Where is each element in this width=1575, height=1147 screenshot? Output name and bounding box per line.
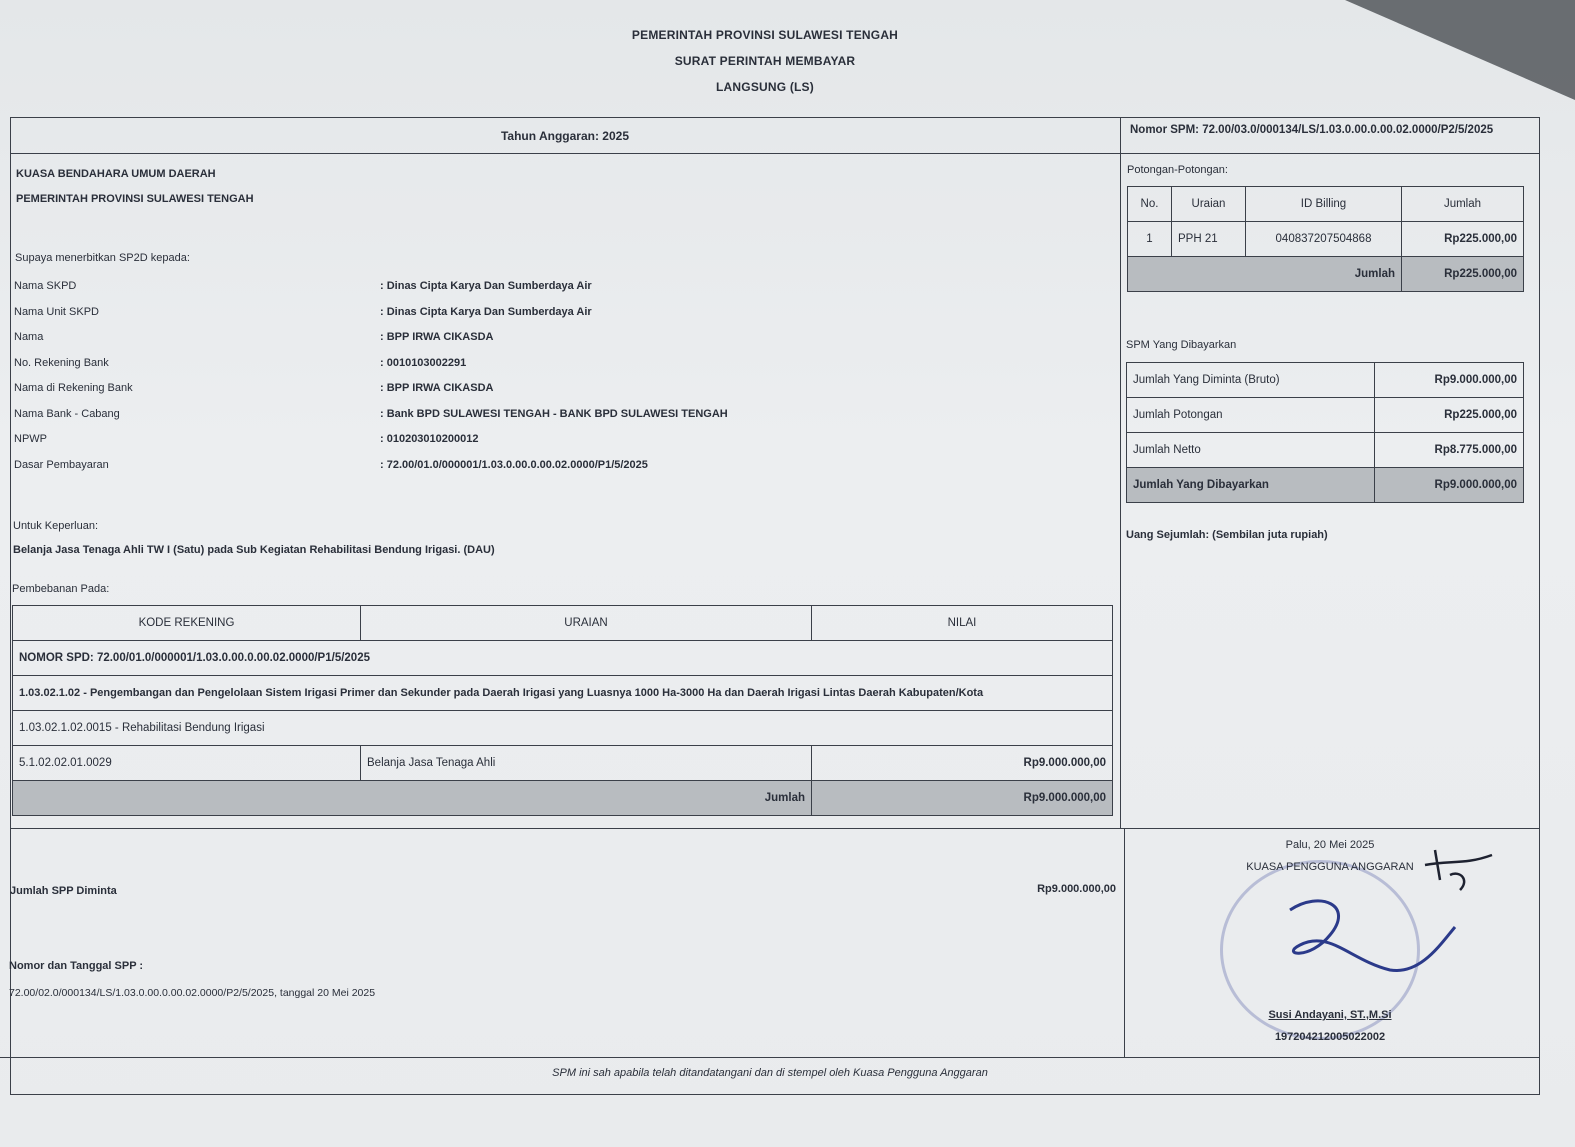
signature-role: KUASA PENGGUNA ANGGARAN (1246, 861, 1414, 873)
table-header-row (13, 606, 1113, 641)
dibayarkan-label: Jumlah Yang Dibayarkan (1127, 468, 1375, 503)
table-total-row (1127, 468, 1524, 503)
recipient-line-1: KUASA BENDAHARA UMUM DAERAH (16, 168, 216, 180)
field-label: Nama di Rekening Bank (14, 382, 133, 394)
potongan-no: 1 (1128, 222, 1172, 257)
signature-place-date: Palu, 20 Mei 2025 (1285, 839, 1375, 851)
pembebanan-table (12, 605, 1113, 816)
field-label: Dasar Pembayaran (14, 459, 109, 471)
netto-value: Rp8.775.000,00 (1375, 433, 1524, 468)
nomor-spp-value: 72.00/02.0/000134/LS/1.03.0.00.0.00.02.0000/P2/5/2025, tanggal 20 Mei 2025 (9, 987, 376, 999)
field-value: : Dinas Cipta Karya Dan Sumberdaya Air (380, 280, 592, 292)
dibayarkan-value: Rp9.000.000,00 (1375, 468, 1524, 503)
col-jumlah: Jumlah (1402, 187, 1524, 222)
table-total-row (13, 781, 1113, 816)
signature-nip: 197204212005022002 (1274, 1031, 1386, 1043)
program-row: 1.03.02.1.02 - Pengembangan dan Pengelolaan Sistem Irigasi Primer dan Sekunder pada Daerah Irigasi yang Luasnya 1000 Ha-3000 Ha dan Daerah Irigasi Lintas Daerah Kabupaten/Kota (13, 676, 1113, 711)
signature-name: Susi Andayani, ST.,M.Si (1268, 1009, 1392, 1021)
field-value: : 72.00/01.0/000001/1.03.0.00.0.00.02.0000/P1/5/2025 (380, 459, 648, 471)
col-no: No. (1128, 187, 1172, 222)
field-value: : 010203010200012 (380, 433, 479, 445)
footer-note: SPM ini sah apabila telah ditandatangani dan di stempel oleh Kuasa Pengguna Anggaran (552, 1067, 988, 1079)
pembebanan-label: Pembebanan Pada: (12, 583, 110, 595)
recipient-line-2: PEMERINTAH PROVINSI SULAWESI TENGAH (16, 193, 254, 205)
table-row (1128, 222, 1524, 257)
spm-dibayarkan-table (1126, 362, 1524, 503)
col-id-billing: ID Billing (1246, 187, 1402, 222)
terbilang: Uang Sejumlah: (Sembilan juta rupiah) (1126, 529, 1328, 541)
field-label: NPWP (14, 433, 47, 445)
spd-row: NOMOR SPD: 72.00/01.0/000001/1.03.0.00.0.00.02.0000/P1/5/2025 (13, 641, 1113, 676)
untuk-keperluan-value: Belanja Jasa Tenaga Ahli TW I (Satu) pada Sub Kegiatan Rehabilitasi Bendung Irigasi. (DAU) (13, 544, 495, 556)
spm-dibayarkan-title: SPM Yang Dibayarkan (1126, 339, 1237, 351)
potongan-title: Potongan-Potongan: (1127, 164, 1228, 176)
nomor-spm: Nomor SPM: 72.00/03.0/000134/LS/1.03.0.00.0.00.02.0000/P2/5/2025 (1130, 124, 1494, 136)
field-label: No. Rekening Bank (14, 357, 109, 369)
field-value: : BPP IRWA CIKASDA (380, 382, 494, 394)
item-nilai: Rp9.000.000,00 (812, 746, 1113, 781)
jumlah-spp-label: Jumlah SPP Diminta (10, 885, 117, 897)
field-value: : Bank BPD SULAWESI TENGAH - BANK BPD SULAWESI TENGAH (380, 408, 728, 420)
col-uraian: Uraian (1172, 187, 1246, 222)
item-uraian: Belanja Jasa Tenaga Ahli (361, 746, 812, 781)
table-row (1127, 398, 1524, 433)
field-value: : BPP IRWA CIKASDA (380, 331, 494, 343)
field-value: : Dinas Cipta Karya Dan Sumberdaya Air (380, 306, 592, 318)
potongan-uraian: PPH 21 (1172, 222, 1246, 257)
potongan-table (1127, 186, 1524, 292)
field-label: Nama Unit SKPD (14, 306, 99, 318)
nomor-spp-label: Nomor dan Tanggal SPP : (9, 960, 144, 972)
field-label: Nama SKPD (14, 280, 77, 292)
table-total-row (1128, 257, 1524, 292)
field-value: : 0010103002291 (380, 357, 467, 369)
header-line-1: PEMERINTAH PROVINSI SULAWESI TENGAH (631, 28, 899, 42)
table-row (1127, 433, 1524, 468)
supaya-text: Supaya menerbitkan SP2D kepada: (15, 252, 190, 264)
item-kode: 5.1.02.02.01.0029 (13, 746, 361, 781)
potongan-total-value: Rp225.000,00 (1402, 257, 1524, 292)
total-value: Rp9.000.000,00 (812, 781, 1113, 816)
col-nilai: NILAI (812, 606, 1113, 641)
subkegiatan-row: 1.03.02.1.02.0015 - Rehabilitasi Bendung Irigasi (13, 711, 1113, 746)
potongan-jumlah: Rp225.000,00 (1402, 222, 1524, 257)
netto-label: Jumlah Netto (1127, 433, 1375, 468)
total-label: Jumlah (13, 781, 812, 816)
header-line-3: LANGSUNG (LS) (716, 80, 814, 94)
potongan-value: Rp225.000,00 (1375, 398, 1524, 433)
table-header-row (1128, 187, 1524, 222)
table-row (13, 746, 1113, 781)
potongan-total-label: Jumlah (1128, 257, 1402, 292)
potongan-label: Jumlah Potongan (1127, 398, 1375, 433)
field-label: Nama Bank - Cabang (14, 408, 120, 420)
bruto-value: Rp9.000.000,00 (1375, 363, 1524, 398)
potongan-id-billing: 040837207504868 (1246, 222, 1402, 257)
signature-scribble (1260, 835, 1500, 995)
untuk-keperluan-label: Untuk Keperluan: (13, 520, 98, 532)
bruto-label: Jumlah Yang Diminta (Bruto) (1127, 363, 1375, 398)
col-uraian: URAIAN (361, 606, 812, 641)
table-row (1127, 363, 1524, 398)
field-label: Nama (14, 331, 44, 343)
jumlah-spp-value: Rp9.000.000,00 (1037, 883, 1116, 895)
col-kode-rekening: KODE REKENING (13, 606, 361, 641)
header-line-2: SURAT PERINTAH MEMBAYAR (674, 54, 856, 68)
tahun-anggaran: Tahun Anggaran: 2025 (500, 129, 630, 143)
